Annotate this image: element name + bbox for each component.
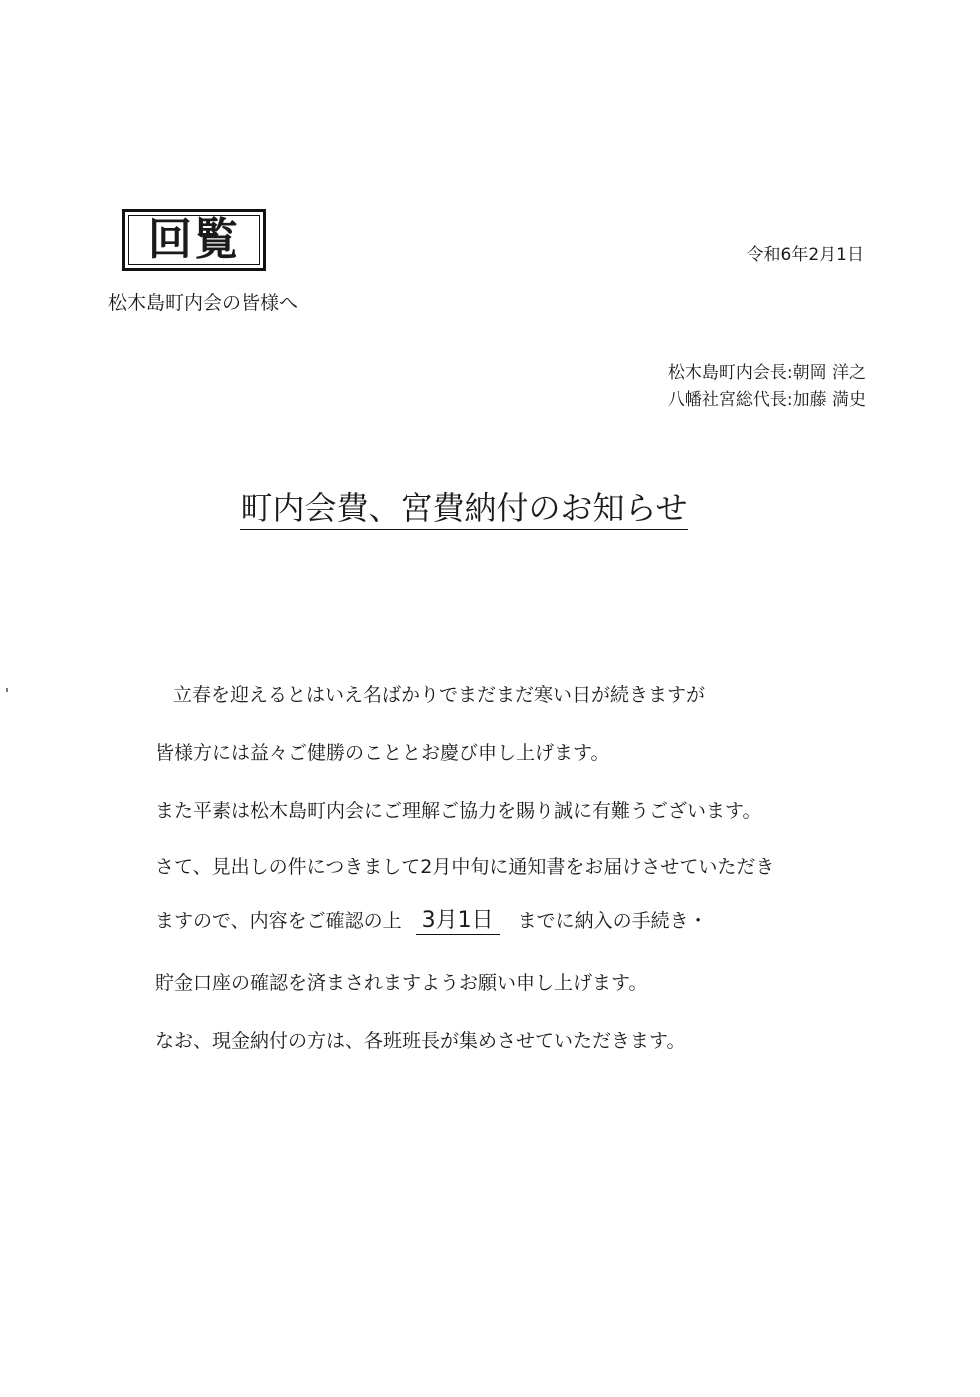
notice-title (0, 488, 928, 528)
sender-line: 八幡社宮総代長:加藤 満史 (667, 390, 866, 410)
body-text: までに納入の手続き・ (517, 910, 708, 932)
circular-label: 回覧 (148, 214, 240, 265)
circular-stamp (122, 209, 266, 271)
body-line: さて、見出しの件につきまして2月中旬に通知書をお届けさせていただき (155, 856, 775, 878)
scan-speck (6, 688, 8, 692)
body-line: 貯金口座の確認を済まされますようお願い申し上げます。 (155, 972, 648, 994)
body-line: なお、現金納付の方は、各班班長が集めさせていただきます。 (155, 1030, 686, 1052)
body-line: また平素は松木島町内会にご理解ご協力を賜り誠に有難うございます。 (155, 800, 762, 822)
issue-date: 令和6年2月1日 (746, 245, 864, 265)
addressee: 松木島町内会の皆様へ (108, 292, 299, 314)
deadline-date: 3月1日 (416, 909, 500, 935)
notice-title-text: 町内会費、宮費納付のお知らせ (240, 489, 687, 530)
body-line: 立春を迎えるとはいえ名ばかりでまだまだ寒い日が続きますが (173, 684, 706, 706)
body-line-deadline (155, 906, 708, 935)
body-line: 皆様方には益々ご健勝のこととお慶び申し上げます。 (155, 742, 610, 764)
body-text: ますので、内容をご確認の上 (155, 910, 402, 932)
sender-line: 松木島町内会長:朝岡 洋之 (667, 363, 866, 383)
sender-block (668, 360, 866, 414)
